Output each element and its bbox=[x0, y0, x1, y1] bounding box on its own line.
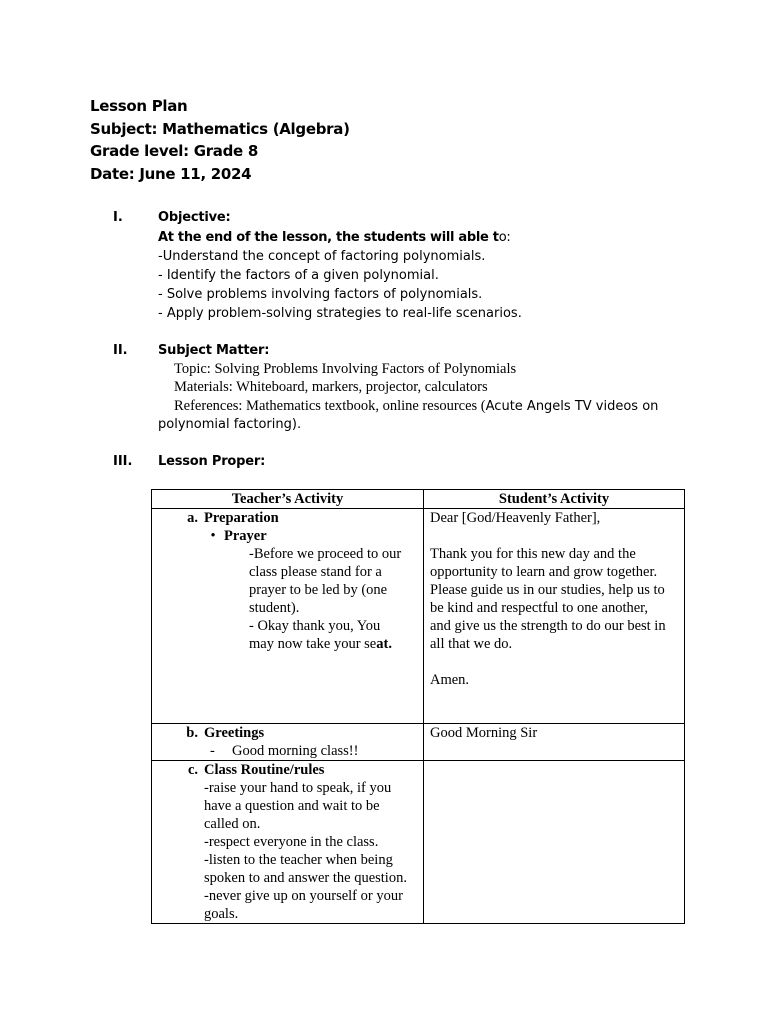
subject-references bbox=[174, 398, 658, 415]
prayer-line: Please guide us in our studies, help us to bbox=[430, 582, 665, 598]
greet-line bbox=[158, 742, 417, 760]
routine-teacher-cell bbox=[152, 761, 424, 924]
prep-line: prayer to be led by (one bbox=[249, 582, 388, 598]
greet-heading bbox=[158, 724, 417, 742]
doc-title: Lesson Plan bbox=[90, 97, 188, 115]
routine-line: -raise your hand to speak, if you bbox=[204, 780, 392, 796]
lesson-activity-table bbox=[151, 489, 685, 924]
section-number-objective: I. bbox=[113, 210, 123, 225]
prep-line: - Okay thank you, You bbox=[249, 618, 381, 634]
section-title-objective: Objective: bbox=[158, 210, 231, 225]
objective-item: - Identify the factors of a given polynomial. bbox=[158, 268, 439, 283]
objective-intro-tail: o: bbox=[498, 230, 511, 245]
references-text: References: Mathematics textbook, online resources ( bbox=[174, 398, 486, 414]
prep-line: class please stand for a bbox=[249, 564, 382, 580]
doc-date: Date: June 11, 2024 bbox=[90, 164, 252, 183]
section-title-lesson-proper: Lesson Proper: bbox=[158, 454, 266, 469]
routine-student-cell bbox=[424, 761, 685, 924]
section-number-subject-matter: II. bbox=[113, 343, 128, 358]
objective-item: -Understand the concept of factoring polynomials. bbox=[158, 249, 486, 264]
prep-teacher-cell bbox=[152, 509, 424, 724]
objective-item: - Solve problems involving factors of polynomials. bbox=[158, 287, 483, 302]
routine-line: -respect everyone in the class. bbox=[204, 834, 379, 850]
item-label: a. bbox=[187, 510, 198, 526]
prayer-line: be kind and respectful to one another, bbox=[430, 600, 649, 616]
routine-line: -listen to the teacher when being bbox=[204, 852, 393, 868]
subject-references-cont: polynomial factoring). bbox=[158, 417, 302, 432]
section-title-subject-matter: Subject Matter: bbox=[158, 343, 270, 358]
item-title: Class Routine/rules bbox=[204, 762, 325, 778]
subject-topic: Topic: Solving Problems Involving Factors of Polynomials bbox=[174, 361, 517, 377]
objective-item: - Apply problem-solving strategies to real-life scenarios. bbox=[158, 306, 522, 321]
doc-subject: Subject: Mathematics (Algebra) bbox=[90, 119, 350, 138]
routine-line: spoken to and answer the question. bbox=[204, 870, 407, 886]
greet-teacher-cell bbox=[152, 724, 424, 761]
prayer-line: Dear [God/Heavenly Father], bbox=[430, 510, 601, 526]
prayer-line: all that we do. bbox=[430, 636, 513, 652]
doc-grade-level: Grade level: Grade 8 bbox=[90, 142, 258, 160]
routine-line: goals. bbox=[204, 906, 239, 922]
section-number-lesson-proper: III. bbox=[113, 454, 133, 469]
teacher-activity-header: Teacher’s Activity bbox=[152, 490, 424, 509]
prep-student-cell bbox=[424, 509, 685, 724]
routine-line: called on. bbox=[204, 816, 261, 832]
prayer-line-blank bbox=[430, 527, 678, 545]
prayer-line: opportunity to learn and grow together. bbox=[430, 564, 658, 580]
prep-line-last bbox=[158, 635, 417, 653]
student-activity-header: Student’s Activity bbox=[424, 490, 685, 509]
prayer-line-blank bbox=[430, 653, 678, 671]
routine-heading bbox=[158, 761, 417, 779]
bullet-title: Prayer bbox=[224, 528, 267, 544]
table-row bbox=[152, 509, 685, 724]
greet-student-cell: Good Morning Sir bbox=[424, 724, 685, 761]
table-row bbox=[152, 761, 685, 924]
subject-materials: Materials: Whiteboard, markers, projector, calculators bbox=[174, 379, 488, 395]
objective-intro bbox=[158, 230, 510, 245]
prayer-bullet bbox=[158, 527, 417, 545]
item-title: Preparation bbox=[204, 510, 279, 526]
references-text-sans: Acute Angels TV videos on bbox=[485, 399, 659, 414]
objective-intro-main: At the end of the lesson, the students will able t bbox=[158, 230, 499, 245]
routine-line: -never give up on yourself or your bbox=[204, 888, 403, 904]
prep-last-bold: at. bbox=[376, 636, 392, 652]
prep-line: student). bbox=[249, 600, 300, 616]
item-label: b. bbox=[186, 725, 198, 741]
greet-text: Good morning class!! bbox=[232, 743, 359, 759]
document-header bbox=[90, 95, 690, 185]
prep-last-start: may now take your se bbox=[249, 636, 377, 652]
dash-marker: - bbox=[210, 743, 215, 759]
item-label: c. bbox=[187, 762, 198, 778]
prep-heading bbox=[158, 509, 417, 527]
item-title: Greetings bbox=[204, 725, 265, 741]
bullet-icon: • bbox=[210, 528, 216, 544]
table-header-row bbox=[152, 490, 685, 509]
table-row bbox=[152, 724, 685, 761]
prayer-line: and give us the strength to do our best in bbox=[430, 618, 666, 634]
prayer-line: Amen. bbox=[430, 672, 470, 688]
routine-line: have a question and wait to be bbox=[204, 798, 380, 814]
prep-line: -Before we proceed to our bbox=[249, 546, 402, 562]
prayer-line: Thank you for this new day and the bbox=[430, 546, 636, 562]
